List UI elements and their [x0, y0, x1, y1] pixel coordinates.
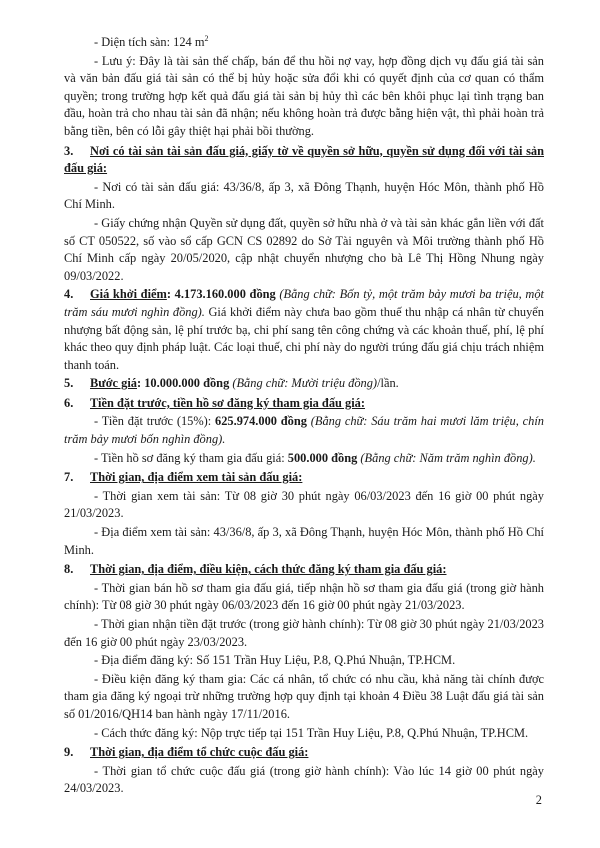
section-label: Giá khởi điểm — [90, 287, 167, 302]
section-9-heading — [64, 744, 544, 762]
note-paragraph: - Lưu ý: Đây là tài sản thế chấp, bán để thu hồi nợ vay, hợp đồng dịch vụ đấu giá tài sản và văn bản đấu giá tài sản có thể bị hủy hoặc sửa đổi khi có quyết định của cơ quan có thẩm quyền; trong trường hợp kết quả đấu giá tài sản bị hủy thì các bên khôi phục lại tình trạng ban đầu, hoàn trả cho nhau tài sản đã nhận; nếu không hoàn trả được bằng hiện vật, thì phải hoàn trả bằng tiền, bên có lỗi gây thiệt hại phải bồi thường. — [64, 53, 544, 138]
section-6-heading — [64, 395, 544, 413]
fee-amount: 500.000 đồng — [287, 450, 358, 465]
bid-step-tail: /lần. — [377, 376, 399, 391]
bid-step-amount: 10.000.000 đồng — [144, 376, 230, 391]
section-number: 3. — [64, 143, 74, 158]
deposit-label: - Tiền đặt trước (15%): — [94, 414, 216, 429]
label-colon: : — [166, 287, 175, 302]
area-unit-superscript: 2 — [204, 33, 209, 43]
section-8-deposit-time: - Thời gian nhận tiền đặt trước (trong giờ hành chính): Từ 08 giờ 30 phút ngày 21/03/2023 đến 16 giờ 00 phút ngày 23/03/2023. — [64, 617, 544, 649]
section-6-deposit — [64, 413, 544, 448]
section-number: 6. — [64, 395, 74, 410]
section-3-certificate: - Giấy chứng nhận Quyền sử dụng đất, quyền sở hữu nhà ở và tài sản khác gắn liền với đất số CT 050522, số vào sổ cấp GCN CS 02892 do Sở Tài nguyên và Môi trường thành phố Hồ Chí Minh cấp ngày 20/05/2020, cập nhật chuyển nhượng cho bà Lê Thị Hồng Nhung ngày 09/03/2022. — [64, 215, 544, 283]
section-7-heading — [64, 469, 544, 487]
section-8-method: - Cách thức đăng ký: Nộp trực tiếp tại 151 Trần Huy Liệu, P.8, Q.Phú Nhuận, TP.HCM. — [94, 725, 529, 740]
section-label: Bước giá — [90, 376, 137, 391]
section-4-paragraph — [64, 286, 544, 374]
fee-words: (Bằng chữ: Năm trăm nghìn đồng). — [357, 450, 536, 465]
section-title: Thời gian, địa điểm xem tài sản đấu giá: — [90, 470, 303, 485]
section-8-place: - Địa điểm đăng ký: Số 151 Trần Huy Liệu, P.8, Q.Phú Nhuận, TP.HCM. — [94, 653, 456, 668]
section-number: 5. — [64, 376, 74, 391]
section-title: Nơi có tài sản tài sản đấu giá, giấy tờ về quyền sở hữu, quyền sử dụng đối với tài sản đấu giá: — [64, 143, 544, 176]
section-5-paragraph — [64, 375, 544, 393]
starting-price-details: Giá khởi điểm này chưa bao gồm thuế thu nhập cá nhân từ chuyển nhượng bất động sản, lệ phí trước bạ, chi phí sang tên công chứng và các khoản thuế, phí, lệ phí khác theo quy định pháp luật. Các loại thuế, chi phí này do người trúng đấu giá chịu trách nhiệm thanh toán. — [64, 304, 544, 372]
section-3-heading — [64, 143, 544, 178]
section-8-sale-time: - Thời gian bán hồ sơ tham gia đấu giá, tiếp nhận hồ sơ tham gia đấu giá (trong giờ hành chính): Từ 08 giờ 30 phút ngày 06/03/2023 đến 16 giờ 00 phút ngày 21/03/2023. — [64, 580, 544, 613]
page-number: 2 — [535, 793, 542, 807]
section-number: 9. — [64, 745, 74, 760]
section-8-heading — [64, 561, 544, 579]
deposit-words: (Bằng chữ: Sáu trăm hai mươi lăm triệu, chín trăm bảy mươi bốn nghìn đồng). — [64, 414, 544, 447]
section-7-place: - Địa điểm xem tài sản: 43/36/8, ấp 3, xã Đông Thạnh, huyện Hóc Môn, thành phố Hồ Chí Minh. — [64, 525, 544, 557]
fee-label: - Tiền hồ sơ đăng ký tham gia đấu giá: — [94, 450, 288, 465]
floor-area-line — [64, 34, 544, 52]
starting-price-words: (Bằng chữ: Bốn tỷ, một trăm bảy mươi ba triệu, một trăm sáu mươi nghìn đồng). — [64, 287, 544, 319]
document-body — [64, 34, 544, 799]
floor-area-text: - Diện tích sàn: 124 m — [94, 35, 205, 49]
section-3-location: - Nơi có tài sản đấu giá: 43/36/8, ấp 3, xã Đông Thạnh, huyện Hóc Môn, thành phố Hồ Chí Minh. — [64, 179, 544, 212]
section-title: Thời gian, địa điểm tổ chức cuộc đấu giá: — [90, 745, 309, 760]
deposit-amount: 625.974.000 đồng — [215, 414, 307, 429]
section-9-time: - Thời gian tổ chức cuộc đấu giá (trong giờ hành chính): Vào lúc 14 giờ 00 phút ngày 24/03/2023. — [64, 763, 544, 796]
section-number: 4. — [64, 287, 74, 302]
section-6-fee — [64, 450, 544, 468]
section-number: 7. — [64, 470, 74, 485]
starting-price-amount: 4.173.160.000 đồng — [174, 287, 276, 302]
section-7-time: - Thời gian xem tài sản: Từ 08 giờ 30 phút ngày 06/03/2023 đến 16 giờ 00 phút ngày 21/03/2023. — [64, 488, 544, 521]
section-title: Thời gian, địa điểm, điều kiện, cách thức đăng ký tham gia đấu giá: — [90, 562, 447, 577]
bid-step-words: (Bằng chữ: Mười triệu đồng) — [229, 376, 378, 391]
section-number: 8. — [64, 562, 74, 577]
section-8-conditions: - Điều kiện đăng ký tham gia: Các cá nhân, tổ chức có nhu cầu, khả năng tài chính được tham gia đăng ký ngoại trừ những trường hợp quy định tại khoản 4 Điều 38 Luật đấu giá tài sản số 01/2016/QH14 ban hành ngày 17/11/2016. — [64, 671, 544, 721]
section-title: Tiền đặt trước, tiền hồ sơ đăng ký tham gia đấu giá: — [90, 395, 365, 410]
label-colon: : — [137, 376, 145, 391]
